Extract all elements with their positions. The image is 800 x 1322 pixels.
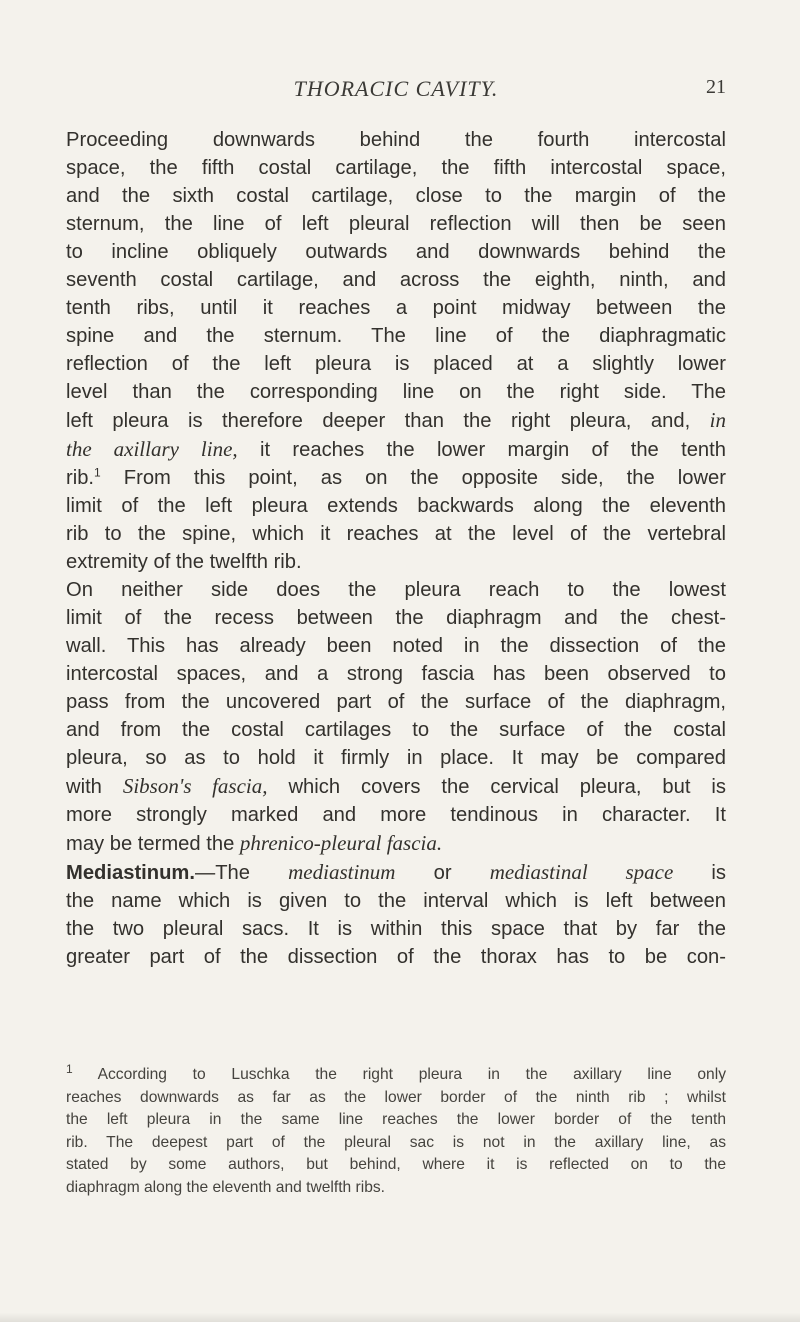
footnote-line (66, 1061, 726, 1087)
section-heading: Mediastinum. (66, 862, 195, 884)
text-segment: is (711, 862, 727, 884)
text-line: pleura, so as to hold it firmly in place. It may be compared (66, 747, 726, 769)
italic-text: in (709, 408, 727, 432)
paragraph-pleural-reflection (66, 126, 726, 576)
text-line (66, 772, 726, 801)
text-line: wall. This has already been noted in the dissection of the (66, 635, 726, 657)
text-line: sternum, the line of left pleural reflection will then be seen (66, 213, 726, 235)
page-header (66, 76, 726, 112)
italic-text: phrenico-pleural fascia. (239, 831, 443, 855)
text-line: level than the corresponding line on the right side. The (66, 381, 726, 403)
text-line: extremity of the twelfth rib. (66, 551, 302, 573)
text-line (66, 406, 726, 435)
text-line: and from the costal cartilages to the surface of the costal (66, 719, 726, 741)
text-line (66, 435, 726, 464)
paragraph-phrenico-pleural (66, 576, 726, 858)
footnote (66, 1061, 726, 1200)
page-number: 21 (706, 76, 726, 98)
footnote-reference[interactable]: 1 (94, 465, 101, 480)
text-line: reflection of the left pleura is placed at a slightly lower (66, 353, 726, 375)
text-line: and the sixth costal cartilage, close to the margin of the (66, 185, 726, 207)
text-segment: From this point, as on the opposite side, the lower (123, 467, 726, 489)
text-line: the name which is given to the interval which is left between (66, 890, 726, 912)
italic-text: the axillary line, (66, 437, 238, 461)
text-line (66, 858, 726, 887)
text-line: more strongly marked and more tendinous in character. It (66, 804, 726, 826)
text-line: tenth ribs, until it reaches a point midway between the (66, 297, 726, 319)
footnote-line: diaphragm along the eleventh and twelfth ribs. (66, 1178, 386, 1196)
text-segment: rib. (66, 467, 95, 489)
text-line: Proceeding downwards behind the fourth intercostal (66, 129, 726, 151)
text-line: limit of the left pleura extends backwards along the eleventh (66, 495, 726, 517)
text-segment: which covers the cervical pleura, but is (288, 776, 726, 798)
text-segment: with (66, 776, 102, 798)
text-line: greater part of the dissection of the thorax has to be con- (66, 946, 726, 968)
text-line: limit of the recess between the diaphragm and the chest- (66, 607, 726, 629)
text-segment: or (433, 862, 452, 884)
text-segment: left pleura is therefore deeper than the right pleura, and, (66, 410, 691, 432)
text-line: intercostal spaces, and a strong fascia has been observed to (66, 663, 726, 685)
page-edge-shadow (0, 1312, 800, 1322)
text-line: the two pleural sacs. It is within this space that by far the (66, 918, 726, 940)
text-line: On neither side does the pleura reach to the lowest (66, 579, 726, 601)
text-line: pass from the uncovered part of the surface of the diaphragm, (66, 691, 726, 713)
body-text (66, 126, 726, 971)
footnote-line: stated by some authors, but behind, where it is reflected on to the (66, 1156, 726, 1174)
italic-text: mediastinum (288, 860, 396, 884)
text-segment: According to Luschka the right pleura in the axillary line only (97, 1066, 726, 1083)
text-line: spine and the sternum. The line of the diaphragmatic (66, 325, 726, 347)
text-line: space, the fifth costal cartilage, the fifth intercostal space, (66, 157, 726, 179)
footnote-marker: 1 (66, 1061, 73, 1076)
footnote-line: the left pleura in the same line reaches the lower border of the tenth (66, 1111, 726, 1129)
text-segment: it reaches the lower margin of the tenth (259, 439, 726, 461)
text-line: rib to the spine, which it reaches at the level of the vertebral (66, 523, 726, 545)
text-line: seventh costal cartilage, and across the eighth, ninth, and (66, 269, 726, 291)
text-line (66, 464, 726, 492)
footnote-line: rib. The deepest part of the pleural sac is not in the axillary line, as (66, 1133, 726, 1151)
text-segment: may be termed the (66, 833, 235, 855)
text-line: to incline obliquely outwards and downwards behind the (66, 241, 726, 263)
text-segment: —The (195, 862, 250, 884)
text-line (66, 829, 726, 858)
italic-text: Sibson's fascia, (122, 774, 268, 798)
footnote-line: reaches downwards as far as the lower border of the ninth rib ; whilst (66, 1088, 726, 1106)
paragraph-mediastinum (66, 858, 726, 971)
running-title: THORACIC CAVITY. (293, 76, 499, 101)
italic-text: mediastinal space (489, 860, 674, 884)
